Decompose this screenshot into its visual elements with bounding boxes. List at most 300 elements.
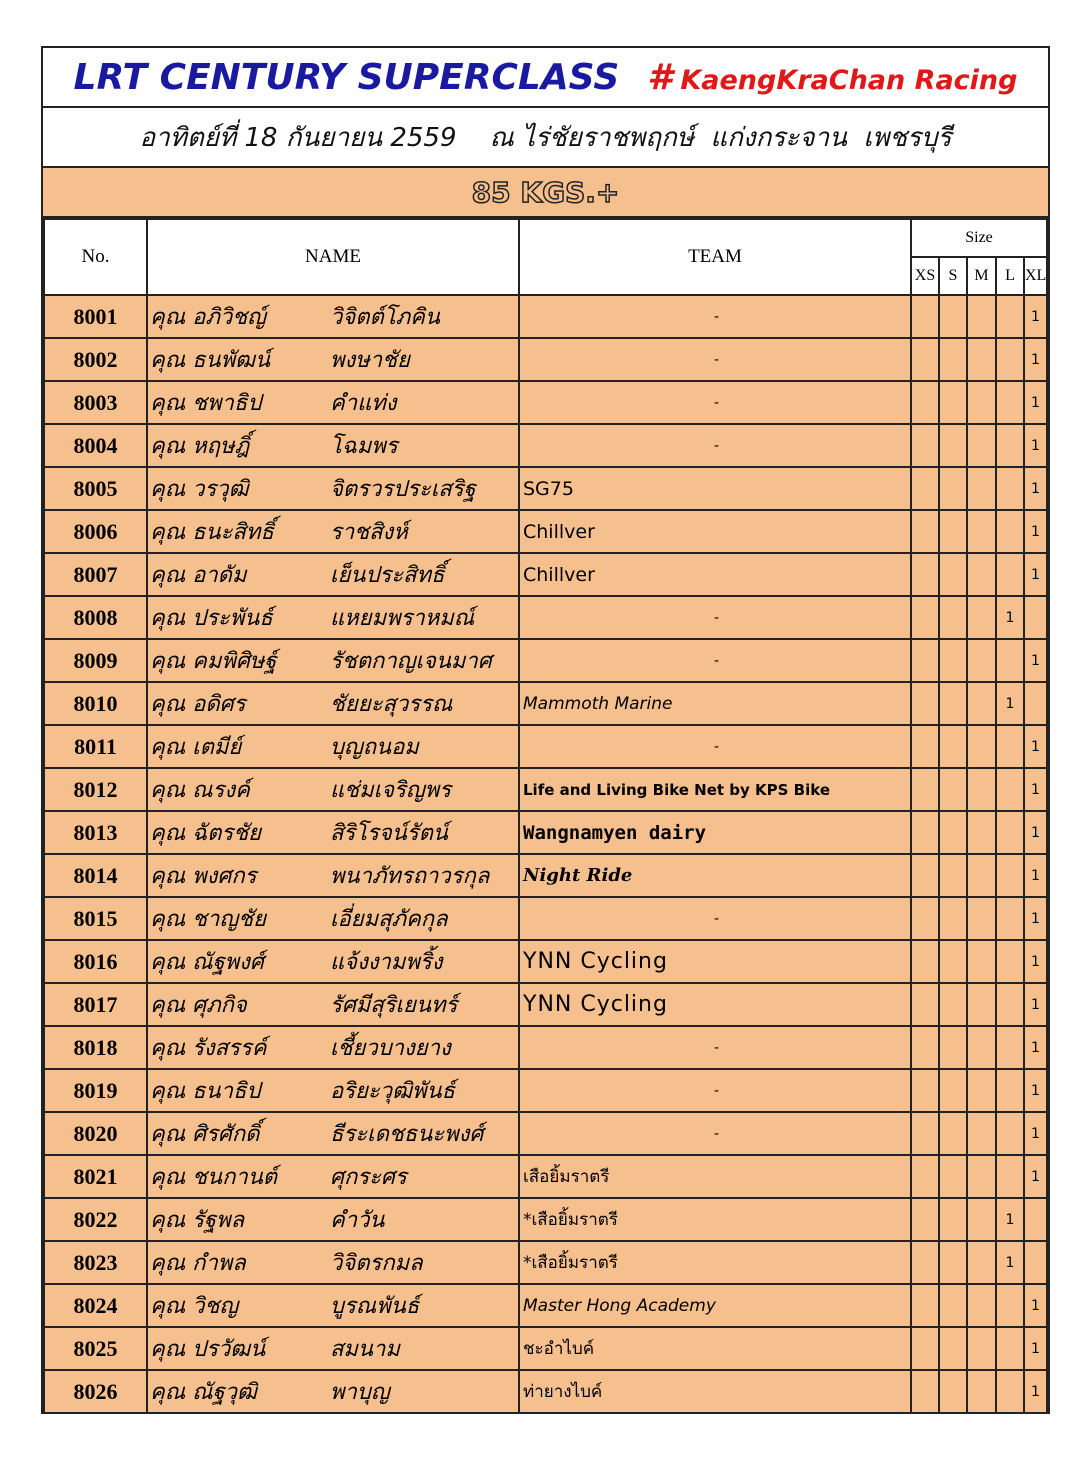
table-row bbox=[44, 424, 1047, 467]
size-s-cell bbox=[939, 467, 967, 510]
size-l-cell bbox=[996, 768, 1024, 811]
rider-name bbox=[147, 424, 519, 467]
size-m-cell bbox=[967, 295, 996, 338]
size-xl-cell: 1 bbox=[1024, 1069, 1047, 1112]
size-xs-cell bbox=[911, 897, 939, 940]
size-xs-cell bbox=[911, 682, 939, 725]
last-name: ราชสิงห์ bbox=[330, 520, 408, 545]
team-name: - bbox=[519, 725, 911, 768]
rider-name bbox=[147, 1198, 519, 1241]
rider-number: 8020 bbox=[44, 1112, 147, 1155]
last-name: จิตรวรประเสริฐ bbox=[330, 477, 476, 502]
rider-name bbox=[147, 553, 519, 596]
rider-number: 8024 bbox=[44, 1284, 147, 1327]
team-name: Chillver bbox=[519, 553, 911, 596]
rider-name bbox=[147, 295, 519, 338]
rider-name bbox=[147, 1155, 519, 1198]
size-xl-cell: 1 bbox=[1024, 553, 1047, 596]
team-name: Chillver bbox=[519, 510, 911, 553]
table-row bbox=[44, 1370, 1047, 1413]
last-name: สิริโรจน์รัตน์ bbox=[330, 821, 448, 846]
last-name: คำแท่ง bbox=[330, 391, 397, 416]
size-m-cell bbox=[967, 1069, 996, 1112]
event-title: LRT CENTURY SUPERCLASS bbox=[73, 56, 620, 98]
table-row bbox=[44, 381, 1047, 424]
last-name: แจ้งงามพริ้ง bbox=[330, 950, 443, 975]
table-row bbox=[44, 854, 1047, 897]
size-xl-cell bbox=[1024, 682, 1047, 725]
team-name: YNN Cycling bbox=[519, 940, 911, 983]
rider-name bbox=[147, 1112, 519, 1155]
size-xl-cell: 1 bbox=[1024, 725, 1047, 768]
size-xs-cell bbox=[911, 725, 939, 768]
rider-name bbox=[147, 596, 519, 639]
size-xl-cell: 1 bbox=[1024, 1370, 1047, 1413]
event-subtitle bbox=[647, 57, 1017, 98]
rider-name bbox=[147, 1327, 519, 1370]
last-name: อริยะวุฒิพันธ์ bbox=[330, 1079, 455, 1104]
first-name: คุณ ชนกานต์ bbox=[150, 1165, 278, 1190]
last-name: โฉมพร bbox=[330, 434, 398, 459]
rider-name bbox=[147, 897, 519, 940]
size-xl-cell: 1 bbox=[1024, 1026, 1047, 1069]
rider-number: 8016 bbox=[44, 940, 147, 983]
size-l-cell bbox=[996, 811, 1024, 854]
size-xs-cell bbox=[911, 811, 939, 854]
table-row bbox=[44, 510, 1047, 553]
size-l-cell bbox=[996, 1112, 1024, 1155]
size-l-cell bbox=[996, 510, 1024, 553]
rider-number: 8014 bbox=[44, 854, 147, 897]
size-l-cell bbox=[996, 983, 1024, 1026]
size-xs-cell bbox=[911, 596, 939, 639]
rider-name bbox=[147, 381, 519, 424]
table-row bbox=[44, 596, 1047, 639]
team-name: ท่ายางไบค์ bbox=[519, 1370, 911, 1413]
table-row bbox=[44, 1026, 1047, 1069]
size-xl-cell: 1 bbox=[1024, 768, 1047, 811]
last-name: พงษาชัย bbox=[330, 348, 410, 373]
team-name: เสือยิ้มราตรี bbox=[519, 1155, 911, 1198]
last-name: บุญถนอม bbox=[330, 735, 419, 760]
size-s-cell bbox=[939, 854, 967, 897]
team-name: Night Ride bbox=[519, 854, 911, 897]
first-name: คุณ พงศกร bbox=[150, 864, 257, 889]
size-l-cell bbox=[996, 1327, 1024, 1370]
size-xl-cell: 1 bbox=[1024, 381, 1047, 424]
rider-name bbox=[147, 1284, 519, 1327]
team-name: - bbox=[519, 897, 911, 940]
team-name: - bbox=[519, 596, 911, 639]
rider-number: 8003 bbox=[44, 381, 147, 424]
size-l-cell bbox=[996, 1026, 1024, 1069]
rider-name bbox=[147, 467, 519, 510]
size-m-cell bbox=[967, 725, 996, 768]
team-name: - bbox=[519, 381, 911, 424]
size-xs-cell bbox=[911, 338, 939, 381]
table-row bbox=[44, 897, 1047, 940]
rider-number: 8025 bbox=[44, 1327, 147, 1370]
size-xl-cell: 1 bbox=[1024, 1284, 1047, 1327]
size-m-cell bbox=[967, 1327, 996, 1370]
rider-number: 8026 bbox=[44, 1370, 147, 1413]
size-m-cell bbox=[967, 467, 996, 510]
first-name: คุณ ประพันธ์ bbox=[150, 606, 273, 631]
size-s-cell bbox=[939, 596, 967, 639]
team-name: *เสือยิ้มราตรี bbox=[519, 1241, 911, 1284]
size-l-cell bbox=[996, 725, 1024, 768]
size-xs-cell bbox=[911, 1370, 939, 1413]
team-name: *เสือยิ้มราตรี bbox=[519, 1198, 911, 1241]
size-xl-cell: 1 bbox=[1024, 338, 1047, 381]
size-xl-cell: 1 bbox=[1024, 639, 1047, 682]
size-xs-cell bbox=[911, 983, 939, 1026]
registration-sheet bbox=[41, 46, 1050, 1414]
weight-category: 85 KGS.+ bbox=[43, 168, 1048, 218]
size-xs-cell bbox=[911, 467, 939, 510]
size-xs-cell bbox=[911, 768, 939, 811]
size-m-cell bbox=[967, 682, 996, 725]
rider-number: 8013 bbox=[44, 811, 147, 854]
table-row bbox=[44, 639, 1047, 682]
size-l-cell bbox=[996, 295, 1024, 338]
last-name: สมนาม bbox=[330, 1337, 400, 1362]
size-xl-cell: 1 bbox=[1024, 940, 1047, 983]
size-l-cell: 1 bbox=[996, 1198, 1024, 1241]
size-m-cell bbox=[967, 510, 996, 553]
size-l-cell bbox=[996, 467, 1024, 510]
table-row bbox=[44, 1284, 1047, 1327]
size-xl-cell: 1 bbox=[1024, 510, 1047, 553]
size-s-cell bbox=[939, 1069, 967, 1112]
table-row bbox=[44, 553, 1047, 596]
rider-number: 8004 bbox=[44, 424, 147, 467]
rider-number: 8005 bbox=[44, 467, 147, 510]
size-m-cell bbox=[967, 1284, 996, 1327]
team-name: - bbox=[519, 338, 911, 381]
size-xs-cell bbox=[911, 1241, 939, 1284]
size-xl-cell: 1 bbox=[1024, 811, 1047, 854]
size-xl-cell: 1 bbox=[1024, 424, 1047, 467]
col-name: NAME bbox=[147, 219, 519, 295]
rider-number: 8015 bbox=[44, 897, 147, 940]
first-name: คุณ ณรงค์ bbox=[150, 778, 250, 803]
size-s-cell bbox=[939, 768, 967, 811]
rider-name bbox=[147, 725, 519, 768]
size-xl-cell bbox=[1024, 596, 1047, 639]
first-name: คุณ ชพาธิป bbox=[150, 391, 262, 416]
team-name: - bbox=[519, 1069, 911, 1112]
rider-number: 8011 bbox=[44, 725, 147, 768]
rider-number: 8006 bbox=[44, 510, 147, 553]
first-name: คุณ ธนะสิทธิ์ bbox=[150, 520, 274, 545]
size-l-cell: 1 bbox=[996, 682, 1024, 725]
size-xl-cell: 1 bbox=[1024, 467, 1047, 510]
size-s-cell bbox=[939, 1155, 967, 1198]
size-m-cell bbox=[967, 768, 996, 811]
size-m-cell bbox=[967, 381, 996, 424]
last-name: รัชตกาญเจนมาศ bbox=[330, 649, 492, 674]
rider-name bbox=[147, 940, 519, 983]
size-m-cell bbox=[967, 424, 996, 467]
col-s: S bbox=[939, 257, 967, 295]
rider-name bbox=[147, 1069, 519, 1112]
size-xs-cell bbox=[911, 854, 939, 897]
last-name: เชี้ยวบางยาง bbox=[330, 1036, 451, 1061]
last-name: วิจิตต์โภคิน bbox=[330, 305, 440, 330]
team-name: Master Hong Academy bbox=[519, 1284, 911, 1327]
last-name: เอี่ยมสุภัคกุล bbox=[330, 907, 448, 932]
size-m-cell bbox=[967, 553, 996, 596]
rider-name bbox=[147, 1026, 519, 1069]
size-s-cell bbox=[939, 424, 967, 467]
team-name: Wangnamyen dairy bbox=[519, 811, 911, 854]
table-row bbox=[44, 1069, 1047, 1112]
size-s-cell bbox=[939, 1198, 967, 1241]
size-m-cell bbox=[967, 854, 996, 897]
hash-icon: # bbox=[647, 56, 673, 98]
size-xl-cell: 1 bbox=[1024, 1327, 1047, 1370]
size-xs-cell bbox=[911, 1026, 939, 1069]
size-xs-cell bbox=[911, 424, 939, 467]
size-l-cell bbox=[996, 940, 1024, 983]
first-name: คุณ หฤษฎิ์ bbox=[150, 434, 250, 459]
rider-number: 8008 bbox=[44, 596, 147, 639]
size-l-cell bbox=[996, 1370, 1024, 1413]
last-name: คำวัน bbox=[330, 1208, 385, 1233]
rider-name bbox=[147, 811, 519, 854]
table-row bbox=[44, 338, 1047, 381]
size-l-cell bbox=[996, 1155, 1024, 1198]
col-l: L bbox=[996, 257, 1024, 295]
size-s-cell bbox=[939, 1026, 967, 1069]
title-bar bbox=[43, 48, 1048, 108]
size-l-cell bbox=[996, 381, 1024, 424]
first-name: คุณ รัฐพล bbox=[150, 1208, 245, 1233]
size-s-cell bbox=[939, 639, 967, 682]
size-m-cell bbox=[967, 1241, 996, 1284]
table-row bbox=[44, 467, 1047, 510]
size-m-cell bbox=[967, 1026, 996, 1069]
size-xl-cell: 1 bbox=[1024, 1112, 1047, 1155]
team-name: YNN Cycling bbox=[519, 983, 911, 1026]
size-xs-cell bbox=[911, 639, 939, 682]
rider-number: 8023 bbox=[44, 1241, 147, 1284]
rider-name bbox=[147, 338, 519, 381]
team-name: SG75 bbox=[519, 467, 911, 510]
size-xs-cell bbox=[911, 940, 939, 983]
rider-number: 8007 bbox=[44, 553, 147, 596]
col-size: Size bbox=[911, 219, 1047, 257]
size-xs-cell bbox=[911, 1284, 939, 1327]
table-row bbox=[44, 983, 1047, 1026]
size-s-cell bbox=[939, 725, 967, 768]
first-name: คุณ ชาญชัย bbox=[150, 907, 266, 932]
rider-number: 8010 bbox=[44, 682, 147, 725]
col-xl: XL bbox=[1024, 257, 1047, 295]
col-no: No. bbox=[44, 219, 147, 295]
team-name: - bbox=[519, 1026, 911, 1069]
size-l-cell: 1 bbox=[996, 1241, 1024, 1284]
size-s-cell bbox=[939, 897, 967, 940]
rider-number: 8019 bbox=[44, 1069, 147, 1112]
size-s-cell bbox=[939, 1370, 967, 1413]
rider-number: 8021 bbox=[44, 1155, 147, 1198]
size-s-cell bbox=[939, 682, 967, 725]
size-l-cell bbox=[996, 897, 1024, 940]
size-m-cell bbox=[967, 1370, 996, 1413]
size-s-cell bbox=[939, 381, 967, 424]
first-name: คุณ ฉัตรชัย bbox=[150, 821, 262, 846]
size-m-cell bbox=[967, 1198, 996, 1241]
size-xs-cell bbox=[911, 1198, 939, 1241]
size-s-cell bbox=[939, 940, 967, 983]
last-name: ธีระเดชธนะพงศ์ bbox=[330, 1122, 484, 1147]
size-xl-cell: 1 bbox=[1024, 983, 1047, 1026]
size-m-cell bbox=[967, 940, 996, 983]
first-name: คุณ เตมีย์ bbox=[150, 735, 242, 760]
subtitle-text: KaengKraChan Racing bbox=[680, 64, 1018, 96]
rider-name bbox=[147, 682, 519, 725]
rider-number: 8018 bbox=[44, 1026, 147, 1069]
team-name: Mammoth Marine bbox=[519, 682, 911, 725]
size-xl-cell bbox=[1024, 1198, 1047, 1241]
rider-name bbox=[147, 1241, 519, 1284]
size-l-cell bbox=[996, 424, 1024, 467]
size-m-cell bbox=[967, 596, 996, 639]
size-m-cell bbox=[967, 1155, 996, 1198]
first-name: คุณ กำพล bbox=[150, 1251, 246, 1276]
rider-name bbox=[147, 854, 519, 897]
first-name: คุณ ณัฐวุฒิ bbox=[150, 1380, 257, 1405]
size-xs-cell bbox=[911, 510, 939, 553]
team-name: Life and Living Bike Net by KPS Bike bbox=[519, 768, 911, 811]
size-l-cell bbox=[996, 338, 1024, 381]
size-s-cell bbox=[939, 553, 967, 596]
size-m-cell bbox=[967, 811, 996, 854]
last-name: วิจิตรกมล bbox=[330, 1251, 423, 1276]
first-name: คุณ ณัฐพงศ์ bbox=[150, 950, 264, 975]
table-row bbox=[44, 1327, 1047, 1370]
rider-name bbox=[147, 1370, 519, 1413]
rider-name bbox=[147, 639, 519, 682]
rider-number: 8002 bbox=[44, 338, 147, 381]
rider-number: 8012 bbox=[44, 768, 147, 811]
size-l-cell bbox=[996, 1284, 1024, 1327]
size-xs-cell bbox=[911, 553, 939, 596]
first-name: คุณ ธนาธิป bbox=[150, 1079, 261, 1104]
team-name: - bbox=[519, 639, 911, 682]
table-row bbox=[44, 940, 1047, 983]
size-xl-cell bbox=[1024, 1241, 1047, 1284]
size-s-cell bbox=[939, 811, 967, 854]
rider-name bbox=[147, 983, 519, 1026]
team-name: ชะอำไบค์ bbox=[519, 1327, 911, 1370]
size-xl-cell: 1 bbox=[1024, 1155, 1047, 1198]
first-name: คุณ ศุภกิจ bbox=[150, 993, 247, 1018]
size-s-cell bbox=[939, 510, 967, 553]
table-row bbox=[44, 768, 1047, 811]
size-s-cell bbox=[939, 1112, 967, 1155]
table-row bbox=[44, 1241, 1047, 1284]
size-s-cell bbox=[939, 338, 967, 381]
size-m-cell bbox=[967, 983, 996, 1026]
rider-name bbox=[147, 510, 519, 553]
last-name: ชัยยะสุวรรณ bbox=[330, 692, 453, 717]
last-name: ศุกระศร bbox=[330, 1165, 407, 1190]
last-name: แช่มเจริญพร bbox=[330, 778, 451, 803]
last-name: แหยมพราหมณ์ bbox=[330, 606, 475, 631]
rider-table bbox=[43, 218, 1048, 1414]
team-name: - bbox=[519, 424, 911, 467]
team-name: - bbox=[519, 295, 911, 338]
size-xs-cell bbox=[911, 1112, 939, 1155]
first-name: คุณ ธนพัฒน์ bbox=[150, 348, 271, 373]
size-m-cell bbox=[967, 897, 996, 940]
size-xl-cell: 1 bbox=[1024, 295, 1047, 338]
first-name: คุณ คมพิศิษฐ์ bbox=[150, 649, 277, 674]
table-row bbox=[44, 811, 1047, 854]
last-name: พนาภัทรถาวรกุล bbox=[330, 864, 490, 889]
last-name: รัศมีสุริเยนทร์ bbox=[330, 993, 458, 1018]
last-name: บูรณพันธ์ bbox=[330, 1294, 420, 1319]
first-name: คุณ ปรวัฒน์ bbox=[150, 1337, 266, 1362]
size-l-cell bbox=[996, 1069, 1024, 1112]
size-m-cell bbox=[967, 639, 996, 682]
last-name: พาบุญ bbox=[330, 1380, 390, 1405]
size-xl-cell: 1 bbox=[1024, 897, 1047, 940]
size-l-cell bbox=[996, 553, 1024, 596]
first-name: คุณ อาดัม bbox=[150, 563, 247, 588]
col-xs: XS bbox=[911, 257, 939, 295]
rider-number: 8017 bbox=[44, 983, 147, 1026]
size-s-cell bbox=[939, 295, 967, 338]
team-name: - bbox=[519, 1112, 911, 1155]
size-s-cell bbox=[939, 983, 967, 1026]
rider-number: 8001 bbox=[44, 295, 147, 338]
rider-number: 8009 bbox=[44, 639, 147, 682]
rider-name bbox=[147, 768, 519, 811]
col-team: TEAM bbox=[519, 219, 911, 295]
first-name: คุณ รังสรรค์ bbox=[150, 1036, 267, 1061]
table-row bbox=[44, 682, 1047, 725]
last-name: เย็นประสิทธิ์ bbox=[330, 563, 445, 588]
first-name: คุณ วิชญ bbox=[150, 1294, 239, 1319]
table-row bbox=[44, 295, 1047, 338]
size-s-cell bbox=[939, 1241, 967, 1284]
size-xs-cell bbox=[911, 1069, 939, 1112]
size-l-cell: 1 bbox=[996, 596, 1024, 639]
first-name: คุณ อภิวิชญ์ bbox=[150, 305, 266, 330]
size-m-cell bbox=[967, 1112, 996, 1155]
size-s-cell bbox=[939, 1327, 967, 1370]
size-xs-cell bbox=[911, 1155, 939, 1198]
rider-number: 8022 bbox=[44, 1198, 147, 1241]
size-xs-cell bbox=[911, 295, 939, 338]
date-location: อาทิตย์ที่ 18 กันยายน 2559 ณ ไร่ชัยราชพฤกษ์ แก่งกระจาน เพชรบุรี bbox=[43, 108, 1048, 168]
first-name: คุณ ศิรศักดิ์ bbox=[150, 1122, 260, 1147]
table-row bbox=[44, 725, 1047, 768]
size-l-cell bbox=[996, 639, 1024, 682]
size-l-cell bbox=[996, 854, 1024, 897]
col-m: M bbox=[967, 257, 996, 295]
size-xs-cell bbox=[911, 1327, 939, 1370]
size-xs-cell bbox=[911, 381, 939, 424]
size-m-cell bbox=[967, 338, 996, 381]
table-row bbox=[44, 1155, 1047, 1198]
first-name: คุณ อดิศร bbox=[150, 692, 246, 717]
size-xl-cell: 1 bbox=[1024, 854, 1047, 897]
